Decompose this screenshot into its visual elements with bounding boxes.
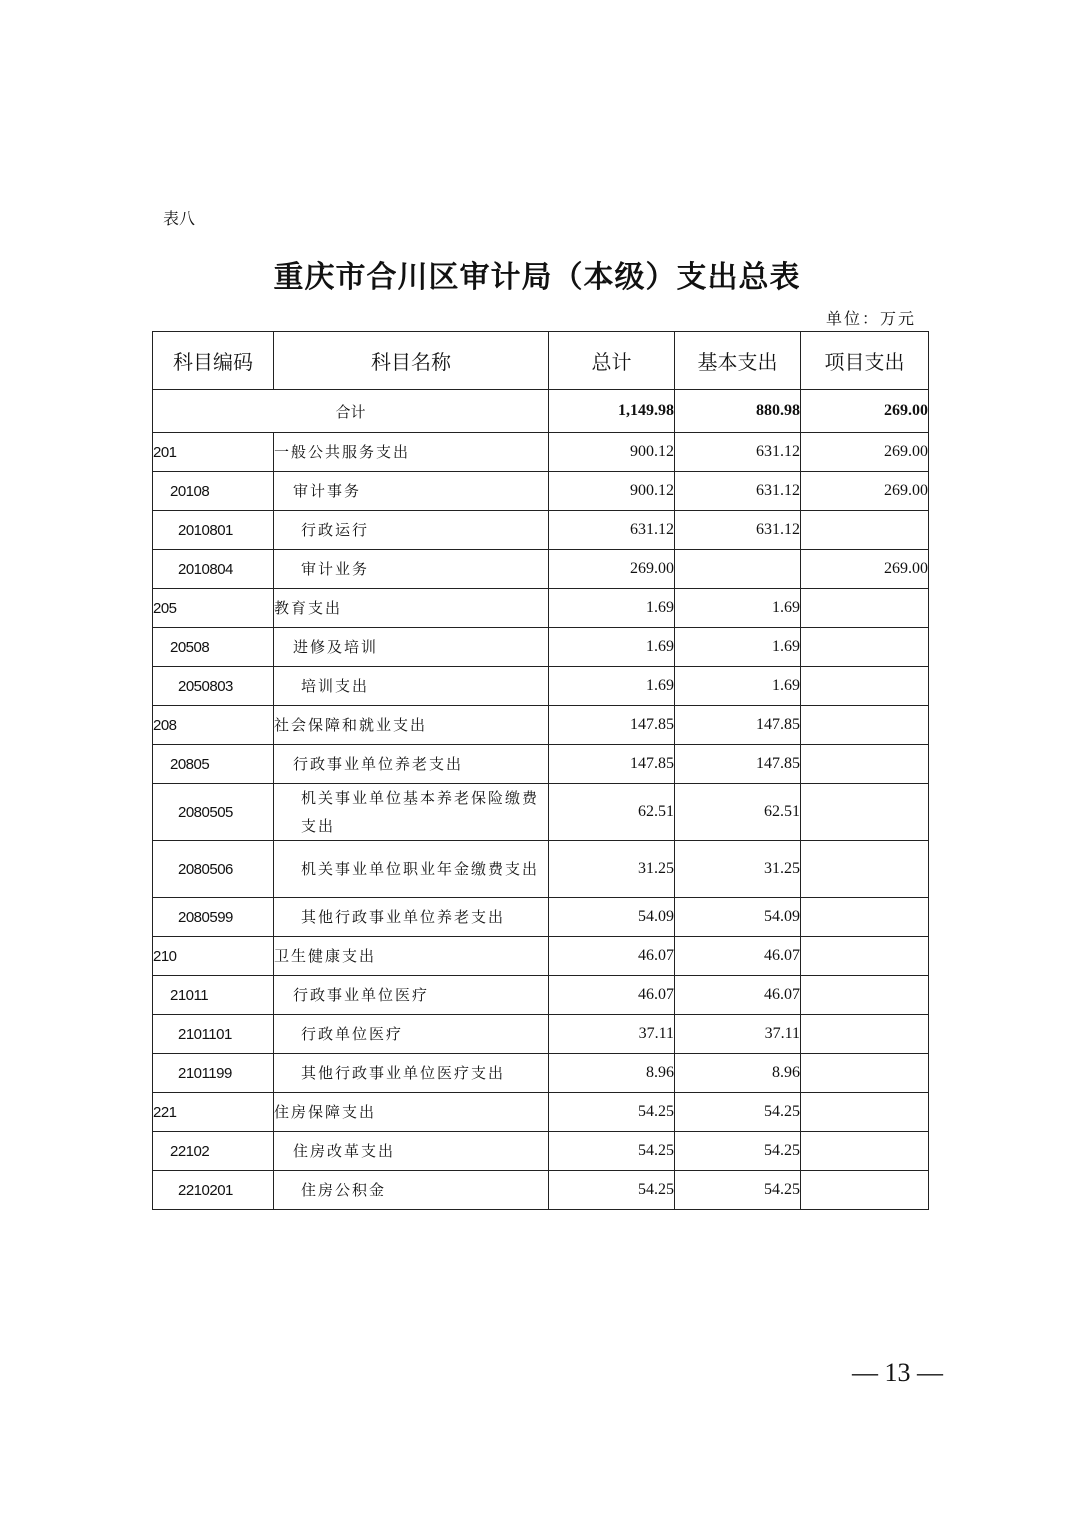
row-total: 54.25	[549, 1093, 675, 1132]
row-code: 20805	[153, 745, 274, 784]
row-project	[801, 1093, 929, 1132]
row-project	[801, 937, 929, 976]
table-row	[153, 1132, 929, 1171]
row-total: 1.69	[549, 589, 675, 628]
table-row	[153, 898, 929, 937]
row-basic: 62.51	[675, 784, 801, 841]
row-name: 住房改革支出	[274, 1132, 549, 1171]
table-row	[153, 937, 929, 976]
row-code: 2080599	[153, 898, 274, 937]
total-project: 269.00	[801, 390, 929, 433]
row-total: 8.96	[549, 1054, 675, 1093]
row-code: 2010804	[153, 550, 274, 589]
row-code: 22102	[153, 1132, 274, 1171]
row-basic: 147.85	[675, 706, 801, 745]
table-row	[153, 841, 929, 898]
row-name: 审计业务	[274, 550, 549, 589]
row-basic: 54.25	[675, 1171, 801, 1210]
row-name: 社会保障和就业支出	[274, 706, 549, 745]
row-basic: 46.07	[675, 937, 801, 976]
row-name: 机关事业单位职业年金缴费支出	[274, 841, 549, 898]
row-code: 2101101	[153, 1015, 274, 1054]
column-header-project: 项目支出	[801, 332, 929, 390]
row-name: 行政事业单位医疗	[274, 976, 549, 1015]
row-code: 2080506	[153, 841, 274, 898]
row-basic: 1.69	[675, 667, 801, 706]
row-project	[801, 706, 929, 745]
row-code: 205	[153, 589, 274, 628]
row-basic: 631.12	[675, 472, 801, 511]
page-number: — 13 —	[852, 1358, 943, 1387]
row-code: 2050803	[153, 667, 274, 706]
row-project: 269.00	[801, 433, 929, 472]
row-total: 31.25	[549, 841, 675, 898]
row-project: 269.00	[801, 550, 929, 589]
row-name: 机关事业单位基本养老保险缴费支出	[274, 784, 549, 841]
row-total: 269.00	[549, 550, 675, 589]
row-code: 208	[153, 706, 274, 745]
row-total: 46.07	[549, 937, 675, 976]
row-name: 审计事务	[274, 472, 549, 511]
row-basic	[675, 550, 801, 589]
table-row	[153, 433, 929, 472]
row-name: 行政事业单位养老支出	[274, 745, 549, 784]
row-code: 210	[153, 937, 274, 976]
row-total: 147.85	[549, 706, 675, 745]
row-name: 行政单位医疗	[274, 1015, 549, 1054]
row-project	[801, 1054, 929, 1093]
row-basic: 54.09	[675, 898, 801, 937]
unit-label: 单位：万元	[825, 309, 916, 328]
row-code: 2010801	[153, 511, 274, 550]
row-name: 住房公积金	[274, 1171, 549, 1210]
row-total: 54.09	[549, 898, 675, 937]
row-project	[801, 841, 929, 898]
total-row	[153, 390, 929, 433]
table-row	[153, 550, 929, 589]
row-code: 2080505	[153, 784, 274, 841]
row-name: 行政运行	[274, 511, 549, 550]
column-header-code: 科目编码	[153, 332, 274, 390]
row-name: 其他行政事业单位养老支出	[274, 898, 549, 937]
table-row	[153, 667, 929, 706]
column-header-name: 科目名称	[274, 332, 549, 390]
row-total: 631.12	[549, 511, 675, 550]
row-project	[801, 511, 929, 550]
row-name: 其他行政事业单位医疗支出	[274, 1054, 549, 1093]
row-code: 20508	[153, 628, 274, 667]
row-code: 21011	[153, 976, 274, 1015]
table-row	[153, 472, 929, 511]
row-code: 201	[153, 433, 274, 472]
row-total: 1.69	[549, 667, 675, 706]
table-row	[153, 976, 929, 1015]
row-total: 54.25	[549, 1132, 675, 1171]
row-basic: 631.12	[675, 511, 801, 550]
row-total: 62.51	[549, 784, 675, 841]
table-row	[153, 1015, 929, 1054]
table-row	[153, 1054, 929, 1093]
row-project	[801, 784, 929, 841]
total-basic: 880.98	[675, 390, 801, 433]
row-name: 一般公共服务支出	[274, 433, 549, 472]
row-basic: 631.12	[675, 433, 801, 472]
table-row	[153, 784, 929, 841]
row-basic: 8.96	[675, 1054, 801, 1093]
row-code: 20108	[153, 472, 274, 511]
row-name: 培训支出	[274, 667, 549, 706]
row-total: 900.12	[549, 433, 675, 472]
row-name: 教育支出	[274, 589, 549, 628]
expenditure-table	[152, 331, 929, 1210]
row-project	[801, 1171, 929, 1210]
row-project	[801, 589, 929, 628]
row-total: 37.11	[549, 1015, 675, 1054]
table-header-row	[153, 332, 929, 390]
page-title: 重庆市合川区审计局（本级）支出总表	[273, 260, 801, 295]
column-header-total: 总计	[549, 332, 675, 390]
row-name: 卫生健康支出	[274, 937, 549, 976]
row-project	[801, 976, 929, 1015]
row-basic: 46.07	[675, 976, 801, 1015]
row-project	[801, 1132, 929, 1171]
table-row	[153, 589, 929, 628]
row-total: 900.12	[549, 472, 675, 511]
row-project	[801, 628, 929, 667]
row-project	[801, 898, 929, 937]
row-name: 住房保障支出	[274, 1093, 549, 1132]
row-basic: 37.11	[675, 1015, 801, 1054]
column-header-basic: 基本支出	[675, 332, 801, 390]
row-total: 46.07	[549, 976, 675, 1015]
row-code: 2101199	[153, 1054, 274, 1093]
row-basic: 1.69	[675, 628, 801, 667]
row-basic: 54.25	[675, 1093, 801, 1132]
row-basic: 54.25	[675, 1132, 801, 1171]
row-code: 2210201	[153, 1171, 274, 1210]
row-code: 221	[153, 1093, 274, 1132]
total-label: 合计	[153, 390, 549, 433]
table-label: 表八	[163, 209, 196, 228]
row-total: 1.69	[549, 628, 675, 667]
row-project	[801, 745, 929, 784]
table-row	[153, 511, 929, 550]
table-row	[153, 706, 929, 745]
total-total: 1,149.98	[549, 390, 675, 433]
table-row	[153, 745, 929, 784]
table-row	[153, 628, 929, 667]
row-basic: 1.69	[675, 589, 801, 628]
table-row	[153, 1093, 929, 1132]
row-total: 147.85	[549, 745, 675, 784]
row-name: 进修及培训	[274, 628, 549, 667]
row-project: 269.00	[801, 472, 929, 511]
row-project	[801, 667, 929, 706]
row-basic: 31.25	[675, 841, 801, 898]
row-basic: 147.85	[675, 745, 801, 784]
table-row	[153, 1171, 929, 1210]
row-total: 54.25	[549, 1171, 675, 1210]
row-project	[801, 1015, 929, 1054]
